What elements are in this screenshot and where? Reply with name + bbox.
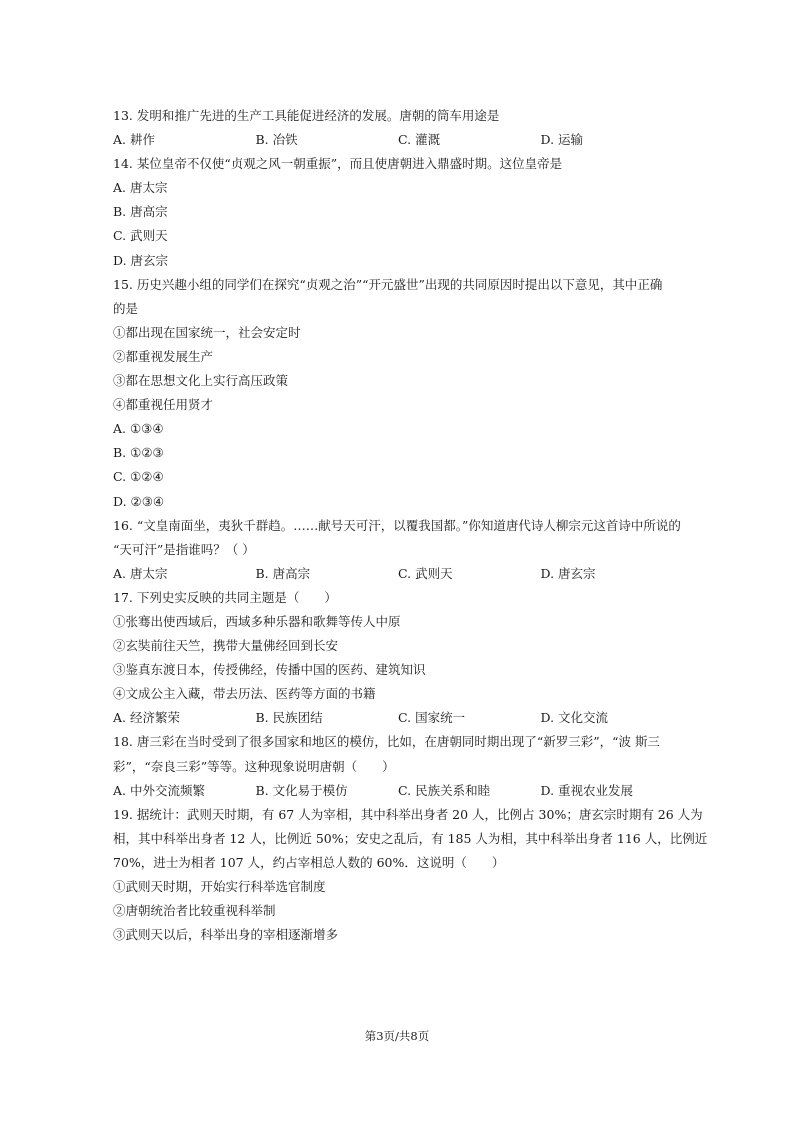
page-number: 第3页/共8页 bbox=[364, 1029, 430, 1043]
q17-item-3: ③鉴真东渡日本，传授佛经，传播中国的医药、建筑知识 bbox=[113, 662, 426, 678]
q17-option-b: B. 民族团结 bbox=[255, 710, 323, 726]
q15-option-c: C. ①②④ bbox=[113, 469, 164, 485]
q17-options bbox=[113, 706, 683, 730]
q16-option-c: C. 武则天 bbox=[398, 565, 453, 581]
q17-item-2: ②玄奘前往天竺，携带大量佛经回到长安 bbox=[113, 638, 339, 654]
q18-option-d: D. 重视农业发展 bbox=[540, 782, 634, 798]
q13-stem: 13. 发明和推广先进的生产工具能促进经济的发展。唐朝的筒车用途是 bbox=[113, 108, 500, 123]
q15-option-b: B. ①②③ bbox=[113, 445, 164, 461]
q15-item-4: ④都重视任用贤才 bbox=[113, 397, 214, 413]
q16-options bbox=[113, 562, 683, 586]
q19-stem-line3: 70%，进士为相者 107 人，约占宰相总人数的 60%．这说明（ ） bbox=[113, 854, 505, 870]
q15-option-a: A. ①③④ bbox=[113, 421, 164, 437]
q19-stem-line1: 19. 据统计：武则天时期，有 67 人为宰相，其中科举出身者 20 人，比例占 30%；唐玄宗时期有 26 人为 bbox=[113, 806, 703, 822]
q16-stem-line2: “天可汗”是指谁吗？（ ） bbox=[113, 541, 255, 557]
q18-stem-line1: 18. 唐三彩在当时受到了很多国家和地区的模仿，比如，在唐朝同时期出现了“新罗三彩”，“波 斯三 bbox=[113, 734, 660, 750]
q17-option-a: A. 经济繁荣 bbox=[113, 710, 180, 726]
q14-option-a: A. 唐太宗 bbox=[113, 180, 168, 196]
question-list bbox=[113, 104, 708, 947]
q15-item-1: ①都出现在国家统一，社会安定时 bbox=[113, 324, 301, 340]
q17-stem: 17. 下列史实反映的共同主题是（ ） bbox=[113, 589, 337, 605]
q15-option-d: D. ②③④ bbox=[113, 493, 165, 509]
q15-item-2: ②都重视发展生产 bbox=[113, 348, 214, 364]
q15-stem-line2: 的是 bbox=[113, 300, 139, 316]
q14-option-b: B. 唐高宗 bbox=[113, 204, 168, 220]
q17-option-d: D. 文化交流 bbox=[540, 710, 609, 726]
q17-item-4: ④文成公主入藏，带去历法、医药等方面的书籍 bbox=[113, 686, 376, 702]
q13-option-a: A. 耕作 bbox=[113, 132, 155, 148]
q14-stem: 14. 某位皇帝不仅使“贞观之风一朝重振”，而且使唐朝进入鼎盛时期。这位皇帝是 bbox=[113, 156, 563, 172]
q13-options bbox=[113, 128, 683, 152]
q18-option-a: A. 中外交流频繁 bbox=[113, 782, 205, 798]
q19-item-1: ①武则天时期，开始实行科举选官制度 bbox=[113, 879, 326, 894]
q15-stem-line1: 15. 历史兴趣小组的同学们在探究“贞观之治”“开元盛世”出现的共同原因时提出以下意见，其中正确 bbox=[113, 276, 663, 292]
q18-option-c: C. 民族关系和睦 bbox=[398, 782, 491, 798]
q13-option-b: B. 冶铁 bbox=[255, 132, 298, 148]
q15-item-3: ③都在思想文化上实行高压政策 bbox=[113, 373, 289, 389]
q18-option-b: B. 文化易于模仿 bbox=[255, 782, 348, 798]
q16-option-d: D. 唐玄宗 bbox=[540, 565, 596, 581]
q14-option-d: D. 唐玄宗 bbox=[113, 252, 169, 268]
q18-options bbox=[113, 779, 683, 803]
q17-item-1: ①张骞出使西域后，西域多种乐器和歌舞等传人中原 bbox=[113, 613, 401, 629]
q16-option-a: A. 唐太宗 bbox=[113, 565, 168, 581]
q18-stem-line2: 彩”，“奈良三彩”等等。这种现象说明唐朝（ ） bbox=[113, 758, 395, 774]
q19-stem-line2: 相，其中科举出身者 12 人，比例近 50%；安史之乱后，有 185 人为相，其中科举出身者 116 人，比例近 bbox=[113, 830, 708, 846]
q19-item-2: ②唐朝统治者比较重视科举制 bbox=[113, 903, 276, 919]
q14-option-c: C. 武则天 bbox=[113, 228, 168, 244]
q16-stem-line1: 16. “文皇南面坐，夷狄千群趋。……献号天可汗，以覆我国都。”你知道唐代诗人柳宗元这首诗中所说的 bbox=[113, 517, 681, 533]
q19-item-3: ③武则天以后，科举出身的宰相逐渐增多 bbox=[113, 927, 339, 943]
q16-option-b: B. 唐高宗 bbox=[255, 565, 311, 581]
q13-option-d: D. 运输 bbox=[540, 132, 584, 148]
q17-option-c: C. 国家统一 bbox=[398, 710, 466, 726]
q13-option-c: C. 灌溉 bbox=[398, 132, 441, 148]
